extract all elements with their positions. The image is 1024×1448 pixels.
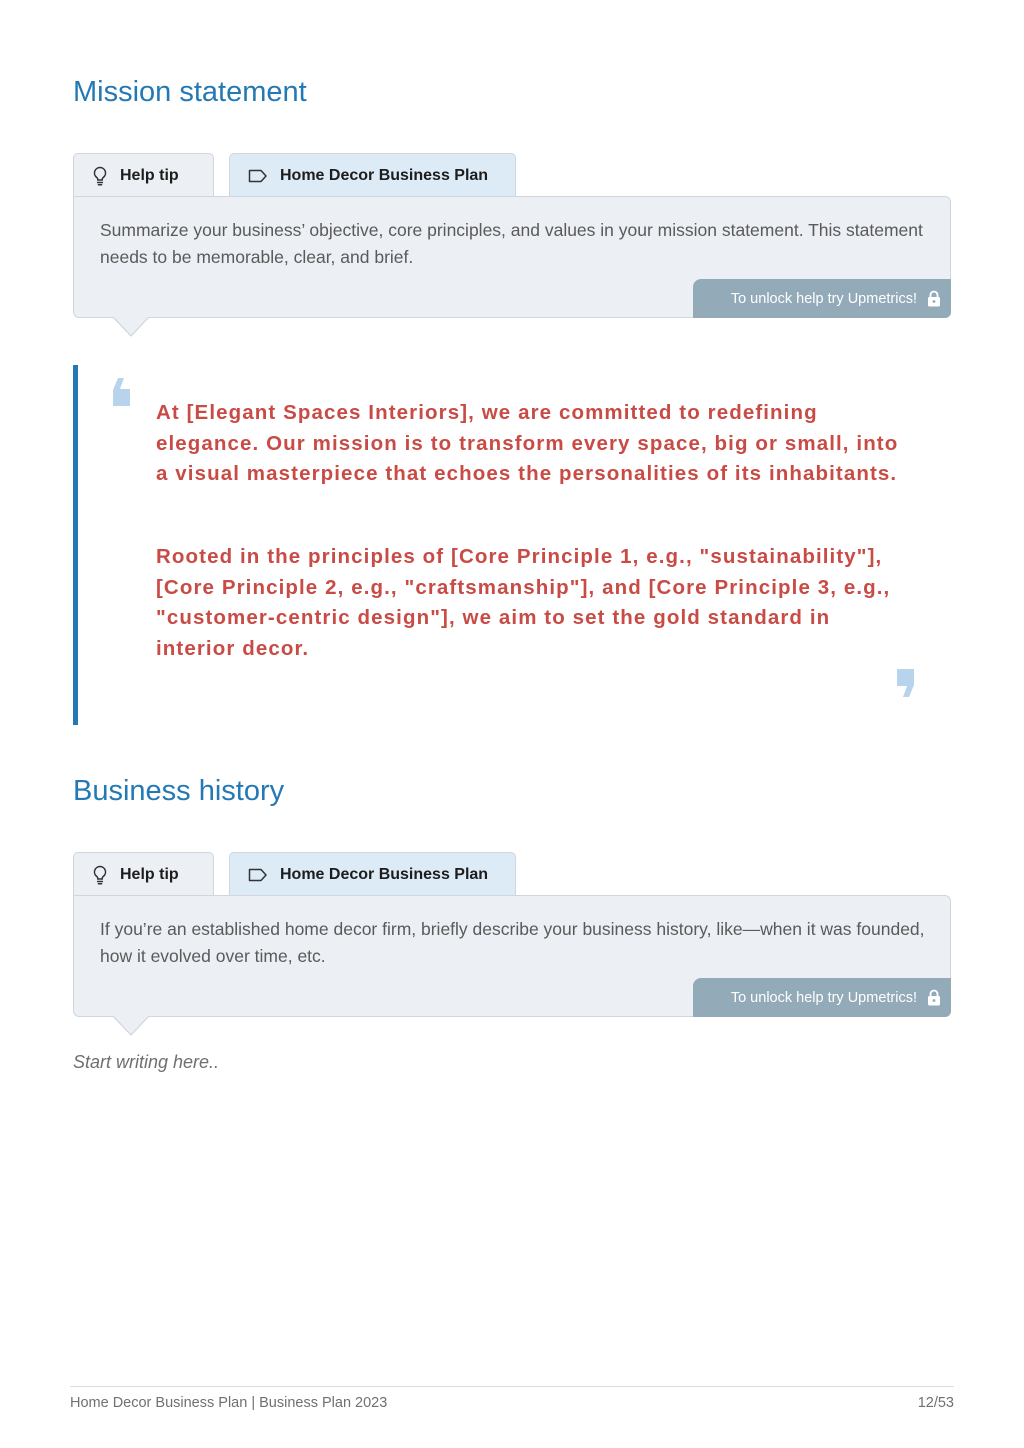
mission-quote-paragraph-1: At [Elegant Spaces Interiors], we are committed to redefining elegance. Our mission is to transform every space, big or small, into a visual masterpiece that echoes the personalities of its inhabitants. [156, 401, 899, 486]
mission-tab-help-tip[interactable] [73, 153, 214, 197]
history-tab-help-tip[interactable] [73, 852, 214, 896]
footer-document-title: Home Decor Business Plan | Business Plan 2023 [70, 1395, 388, 1411]
mission-tip-text: Summarize your business’ objective, core principles, and values in your mission statement. This statement needs to be memorable, clear, and brief. [100, 220, 923, 267]
history-tip-pointer [113, 1016, 149, 1036]
mission-statement-title: Mission statement [73, 76, 307, 108]
history-tab-help-tip-label: Help tip [120, 865, 179, 883]
footer-divider [70, 1386, 954, 1387]
mission-tip-pointer [113, 317, 149, 337]
history-tab-business-plan-label: Home Decor Business Plan [280, 865, 489, 883]
lightbulb-icon [92, 166, 108, 186]
business-history-title: Business history [73, 775, 285, 807]
close-quote-icon [895, 668, 915, 698]
mission-quote-paragraph-2: Rooted in the principles of [Core Principle 1, e.g., "sustainability"], [Core Principle 2, e.g., "craftsmanship"], and [Core Principle 3, e.g., "customer-centric design"], we aim to set the gold standard in interior decor. [156, 545, 891, 661]
lock-icon [927, 989, 941, 1006]
history-unlock-button[interactable] [693, 978, 951, 1017]
mission-help-tip-panel [73, 153, 951, 339]
footer-page-number: 12/53 [917, 1395, 954, 1411]
lightbulb-icon [92, 865, 108, 885]
mission-tip-box [73, 196, 951, 318]
mission-quote-block [73, 365, 951, 725]
history-unlock-label: To unlock help try Upmetrics! [730, 989, 917, 1006]
mission-unlock-button[interactable] [693, 279, 951, 318]
mission-tab-help-tip-label: Help tip [120, 166, 179, 184]
mission-unlock-label: To unlock help try Upmetrics! [730, 290, 917, 307]
tag-icon [248, 868, 268, 882]
history-tip-text: If you’re an established home decor firm, briefly describe your business history, like—when it was founded, how it evolved over time, etc. [100, 919, 925, 966]
quote-accent-bar [73, 365, 78, 725]
history-writing-placeholder[interactable]: Start writing here.. [73, 1052, 220, 1072]
history-tab-business-plan[interactable] [229, 852, 516, 896]
lock-icon [927, 290, 941, 307]
open-quote-icon [112, 377, 132, 407]
history-help-tip-panel [73, 852, 951, 1038]
mission-tab-business-plan[interactable] [229, 153, 516, 197]
mission-tab-business-plan-label: Home Decor Business Plan [280, 166, 489, 184]
tag-icon [248, 169, 268, 183]
history-tip-box [73, 895, 951, 1017]
